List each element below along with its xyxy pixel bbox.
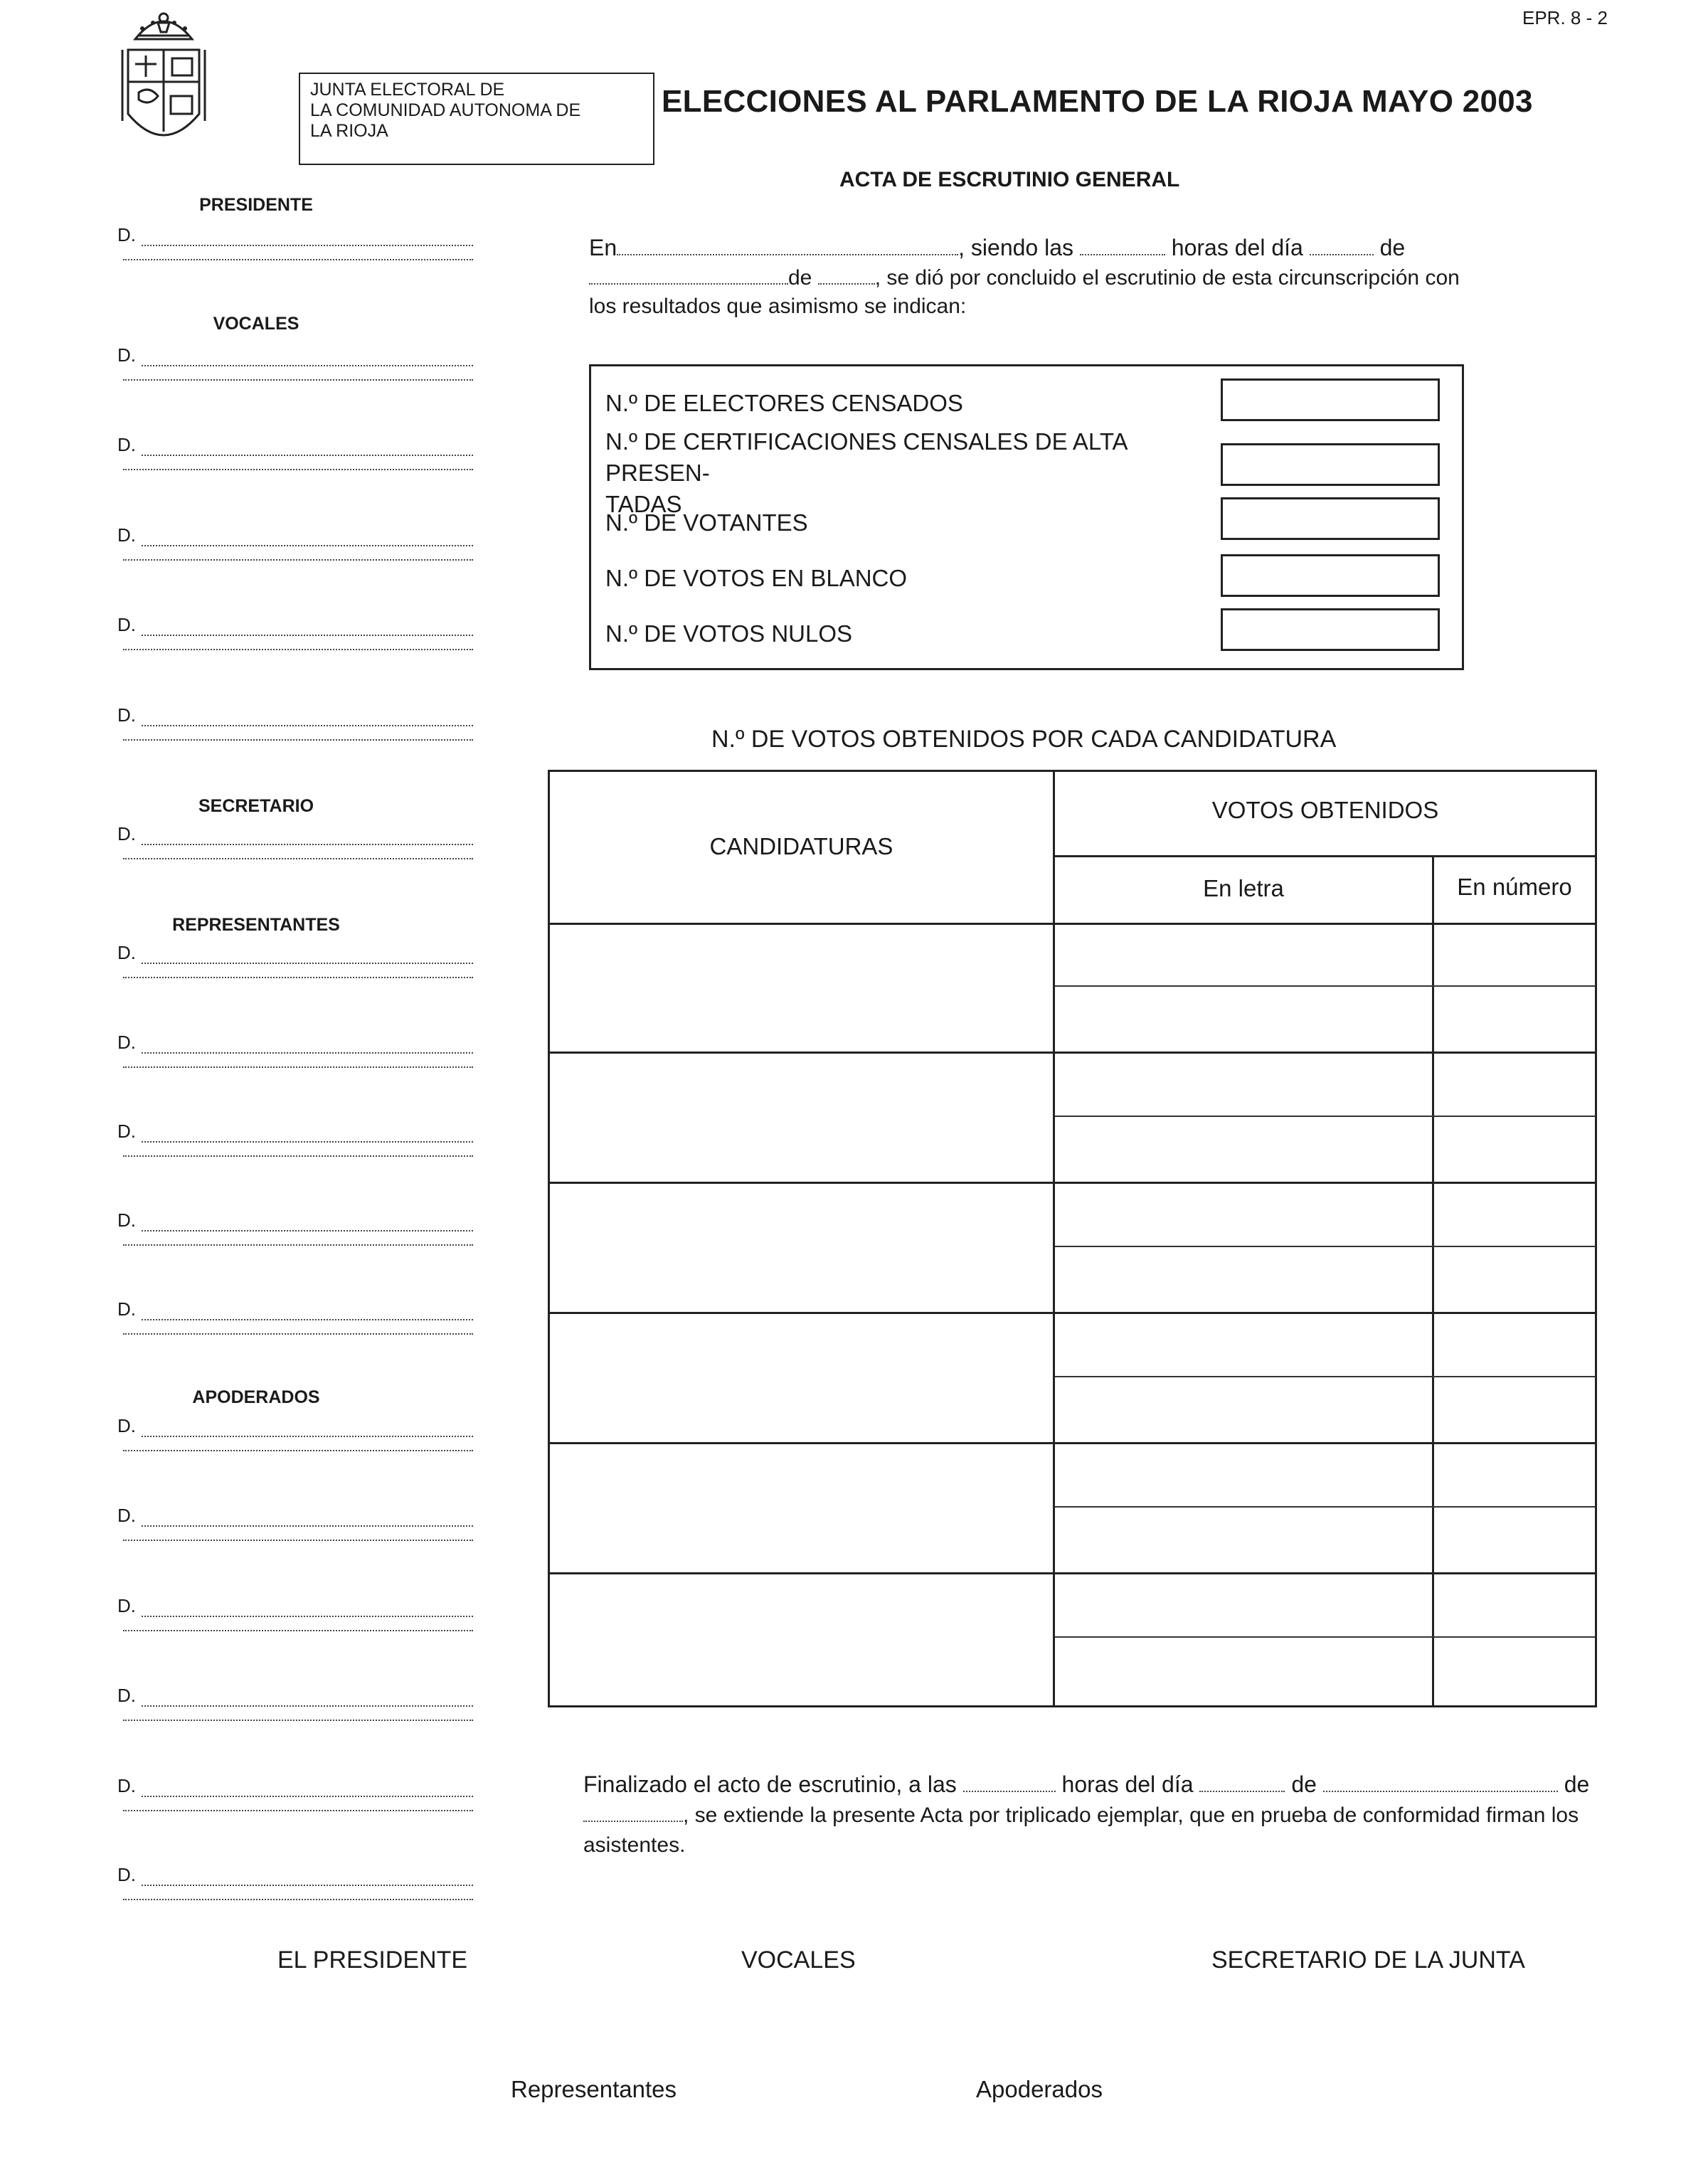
d-prefix: D. bbox=[117, 942, 136, 963]
representante-signature-line[interactable] bbox=[117, 1299, 473, 1335]
apoderado-signature-line[interactable] bbox=[117, 1505, 473, 1541]
electores-label: N.º DE ELECTORES CENSADOS bbox=[605, 390, 963, 416]
candidatura-cell[interactable] bbox=[557, 1188, 1048, 1305]
d-prefix: D. bbox=[117, 1595, 136, 1616]
votos-blanco-label: N.º DE VOTOS EN BLANCO bbox=[605, 565, 908, 591]
candidatura-cell[interactable] bbox=[557, 1058, 1048, 1175]
d-prefix: D. bbox=[117, 524, 136, 546]
page-title: ELECCIONES AL PARLAMENTO DE LA RIOJA MAYO 2003 bbox=[662, 84, 1533, 119]
votos-blanco-field[interactable] bbox=[1221, 554, 1440, 597]
vocal-signature-line[interactable] bbox=[117, 705, 473, 741]
presidente-heading: PRESIDENTE bbox=[199, 195, 313, 215]
d-prefix: D. bbox=[117, 1864, 136, 1885]
apoderado-signature-line[interactable] bbox=[117, 1685, 473, 1721]
intro-text: de bbox=[788, 266, 812, 290]
certificaciones-text: N.º DE CERTIFICACIONES CENSALES DE ALTA PRESEN- bbox=[605, 428, 1127, 486]
form-code: EPR. 8 - 2 bbox=[1522, 7, 1608, 28]
closing-text: asistentes. bbox=[583, 1833, 686, 1857]
representantes-signature-label: Representantes bbox=[511, 2076, 677, 2102]
closing-text: de bbox=[1291, 1771, 1317, 1797]
d-prefix: D. bbox=[117, 1685, 136, 1706]
closing-text: , se extiende la presente Acta por triplicado ejemplar, que en prueba de conformidad firman los bbox=[683, 1803, 1579, 1827]
votantes-label: N.º DE VOTANTES bbox=[605, 509, 808, 536]
intro-text: , se dió por concluido el escrutinio de esta circunscripción con bbox=[874, 266, 1460, 290]
junta-line: LA COMUNIDAD AUTONOMA DE bbox=[310, 100, 581, 120]
secretario-heading: SECRETARIO bbox=[198, 796, 314, 816]
candidatura-cell[interactable] bbox=[557, 1579, 1048, 1700]
votantes-field[interactable] bbox=[1221, 497, 1440, 540]
summary-box bbox=[589, 364, 1464, 670]
candidatura-cell[interactable] bbox=[557, 928, 1048, 1046]
votos-obtenidos-header: VOTOS OBTENIDOS bbox=[1211, 797, 1439, 823]
certificaciones-text: TADAS bbox=[605, 491, 682, 517]
presidente-signature-line[interactable] bbox=[117, 225, 473, 260]
apoderado-signature-line[interactable] bbox=[117, 1596, 473, 1631]
intro-paragraph bbox=[589, 231, 1471, 321]
intro-text: , siendo las bbox=[958, 235, 1074, 260]
secretario-signature-label: SECRETARIO DE LA JUNTA bbox=[1211, 1946, 1525, 1974]
month-field[interactable] bbox=[589, 266, 788, 285]
d-prefix: D. bbox=[117, 614, 136, 635]
intro-text: horas del día bbox=[1171, 235, 1303, 260]
closing-month-field[interactable] bbox=[1323, 1774, 1558, 1792]
day-field[interactable] bbox=[1310, 237, 1374, 255]
d-prefix: D. bbox=[117, 1415, 136, 1436]
coat-of-arms-icon bbox=[114, 7, 213, 160]
candidatura-cell[interactable] bbox=[557, 1448, 1048, 1566]
intro-text: de bbox=[1379, 235, 1406, 260]
representante-signature-line[interactable] bbox=[117, 1210, 473, 1246]
representante-signature-line[interactable] bbox=[117, 943, 473, 978]
closing-year-field[interactable] bbox=[583, 1803, 683, 1822]
d-prefix: D. bbox=[117, 434, 136, 455]
certificaciones-label bbox=[605, 426, 1210, 520]
en-letra-header: En letra bbox=[1203, 875, 1284, 901]
intro-text: los resultados que asimismo se indican: bbox=[589, 295, 967, 318]
d-prefix: D. bbox=[117, 344, 136, 366]
closing-text: Finalizado el acto de escrutinio, a las bbox=[583, 1771, 957, 1797]
vocal-signature-line[interactable] bbox=[117, 525, 473, 561]
year-field[interactable] bbox=[818, 266, 875, 285]
closing-text: de bbox=[1564, 1771, 1590, 1797]
representante-signature-line[interactable] bbox=[117, 1032, 473, 1068]
place-field[interactable] bbox=[617, 237, 958, 255]
d-prefix: D. bbox=[117, 1505, 136, 1526]
electores-field[interactable] bbox=[1221, 378, 1440, 421]
apoderados-signature-label: Apoderados bbox=[976, 2076, 1103, 2102]
votos-nulos-field[interactable] bbox=[1221, 608, 1440, 651]
candidatura-cell[interactable] bbox=[557, 1318, 1048, 1436]
d-prefix: D. bbox=[117, 1121, 136, 1142]
d-prefix: D. bbox=[117, 1298, 136, 1320]
presidente-signature-label: EL PRESIDENTE bbox=[277, 1946, 468, 1974]
apoderados-heading: APODERADOS bbox=[192, 1387, 320, 1407]
hour-field[interactable] bbox=[1080, 237, 1165, 255]
vocal-signature-line[interactable] bbox=[117, 615, 473, 650]
apoderado-signature-line[interactable] bbox=[117, 1865, 473, 1900]
junta-electoral-box bbox=[299, 73, 654, 165]
votos-nulos-label: N.º DE VOTOS NULOS bbox=[605, 620, 853, 647]
d-prefix: D. bbox=[117, 224, 136, 245]
closing-day-field[interactable] bbox=[1199, 1774, 1285, 1792]
vocal-signature-line[interactable] bbox=[117, 345, 473, 381]
representante-signature-line[interactable] bbox=[117, 1121, 473, 1157]
votes-table bbox=[548, 770, 1597, 1707]
intro-en: En bbox=[589, 235, 617, 260]
votes-section-title: N.º DE VOTOS OBTENIDOS POR CADA CANDIDATURA bbox=[711, 726, 1337, 753]
vocal-signature-line[interactable] bbox=[117, 435, 473, 470]
junta-line: LA RIOJA bbox=[310, 121, 388, 141]
en-numero-header: En número bbox=[1457, 874, 1572, 900]
certificaciones-field[interactable] bbox=[1221, 443, 1440, 486]
vocales-signature-label: VOCALES bbox=[741, 1946, 856, 1974]
closing-text: horas del día bbox=[1061, 1771, 1194, 1797]
representantes-heading: REPRESENTANTES bbox=[172, 915, 340, 935]
d-prefix: D. bbox=[117, 704, 136, 726]
junta-line: JUNTA ELECTORAL DE bbox=[310, 80, 505, 100]
d-prefix: D. bbox=[117, 1032, 136, 1053]
document-subtitle: ACTA DE ESCRUTINIO GENERAL bbox=[839, 168, 1180, 191]
apoderado-signature-line[interactable] bbox=[117, 1416, 473, 1451]
closing-hour-field[interactable] bbox=[963, 1774, 1056, 1792]
secretario-signature-line[interactable] bbox=[117, 824, 473, 859]
d-prefix: D. bbox=[117, 823, 136, 844]
d-prefix: D. bbox=[117, 1775, 136, 1796]
apoderado-signature-line[interactable] bbox=[117, 1776, 473, 1811]
candidaturas-header: CANDIDATURAS bbox=[709, 833, 893, 859]
d-prefix: D. bbox=[117, 1209, 136, 1231]
closing-paragraph bbox=[583, 1768, 1601, 1860]
vocales-heading: VOCALES bbox=[213, 314, 299, 334]
